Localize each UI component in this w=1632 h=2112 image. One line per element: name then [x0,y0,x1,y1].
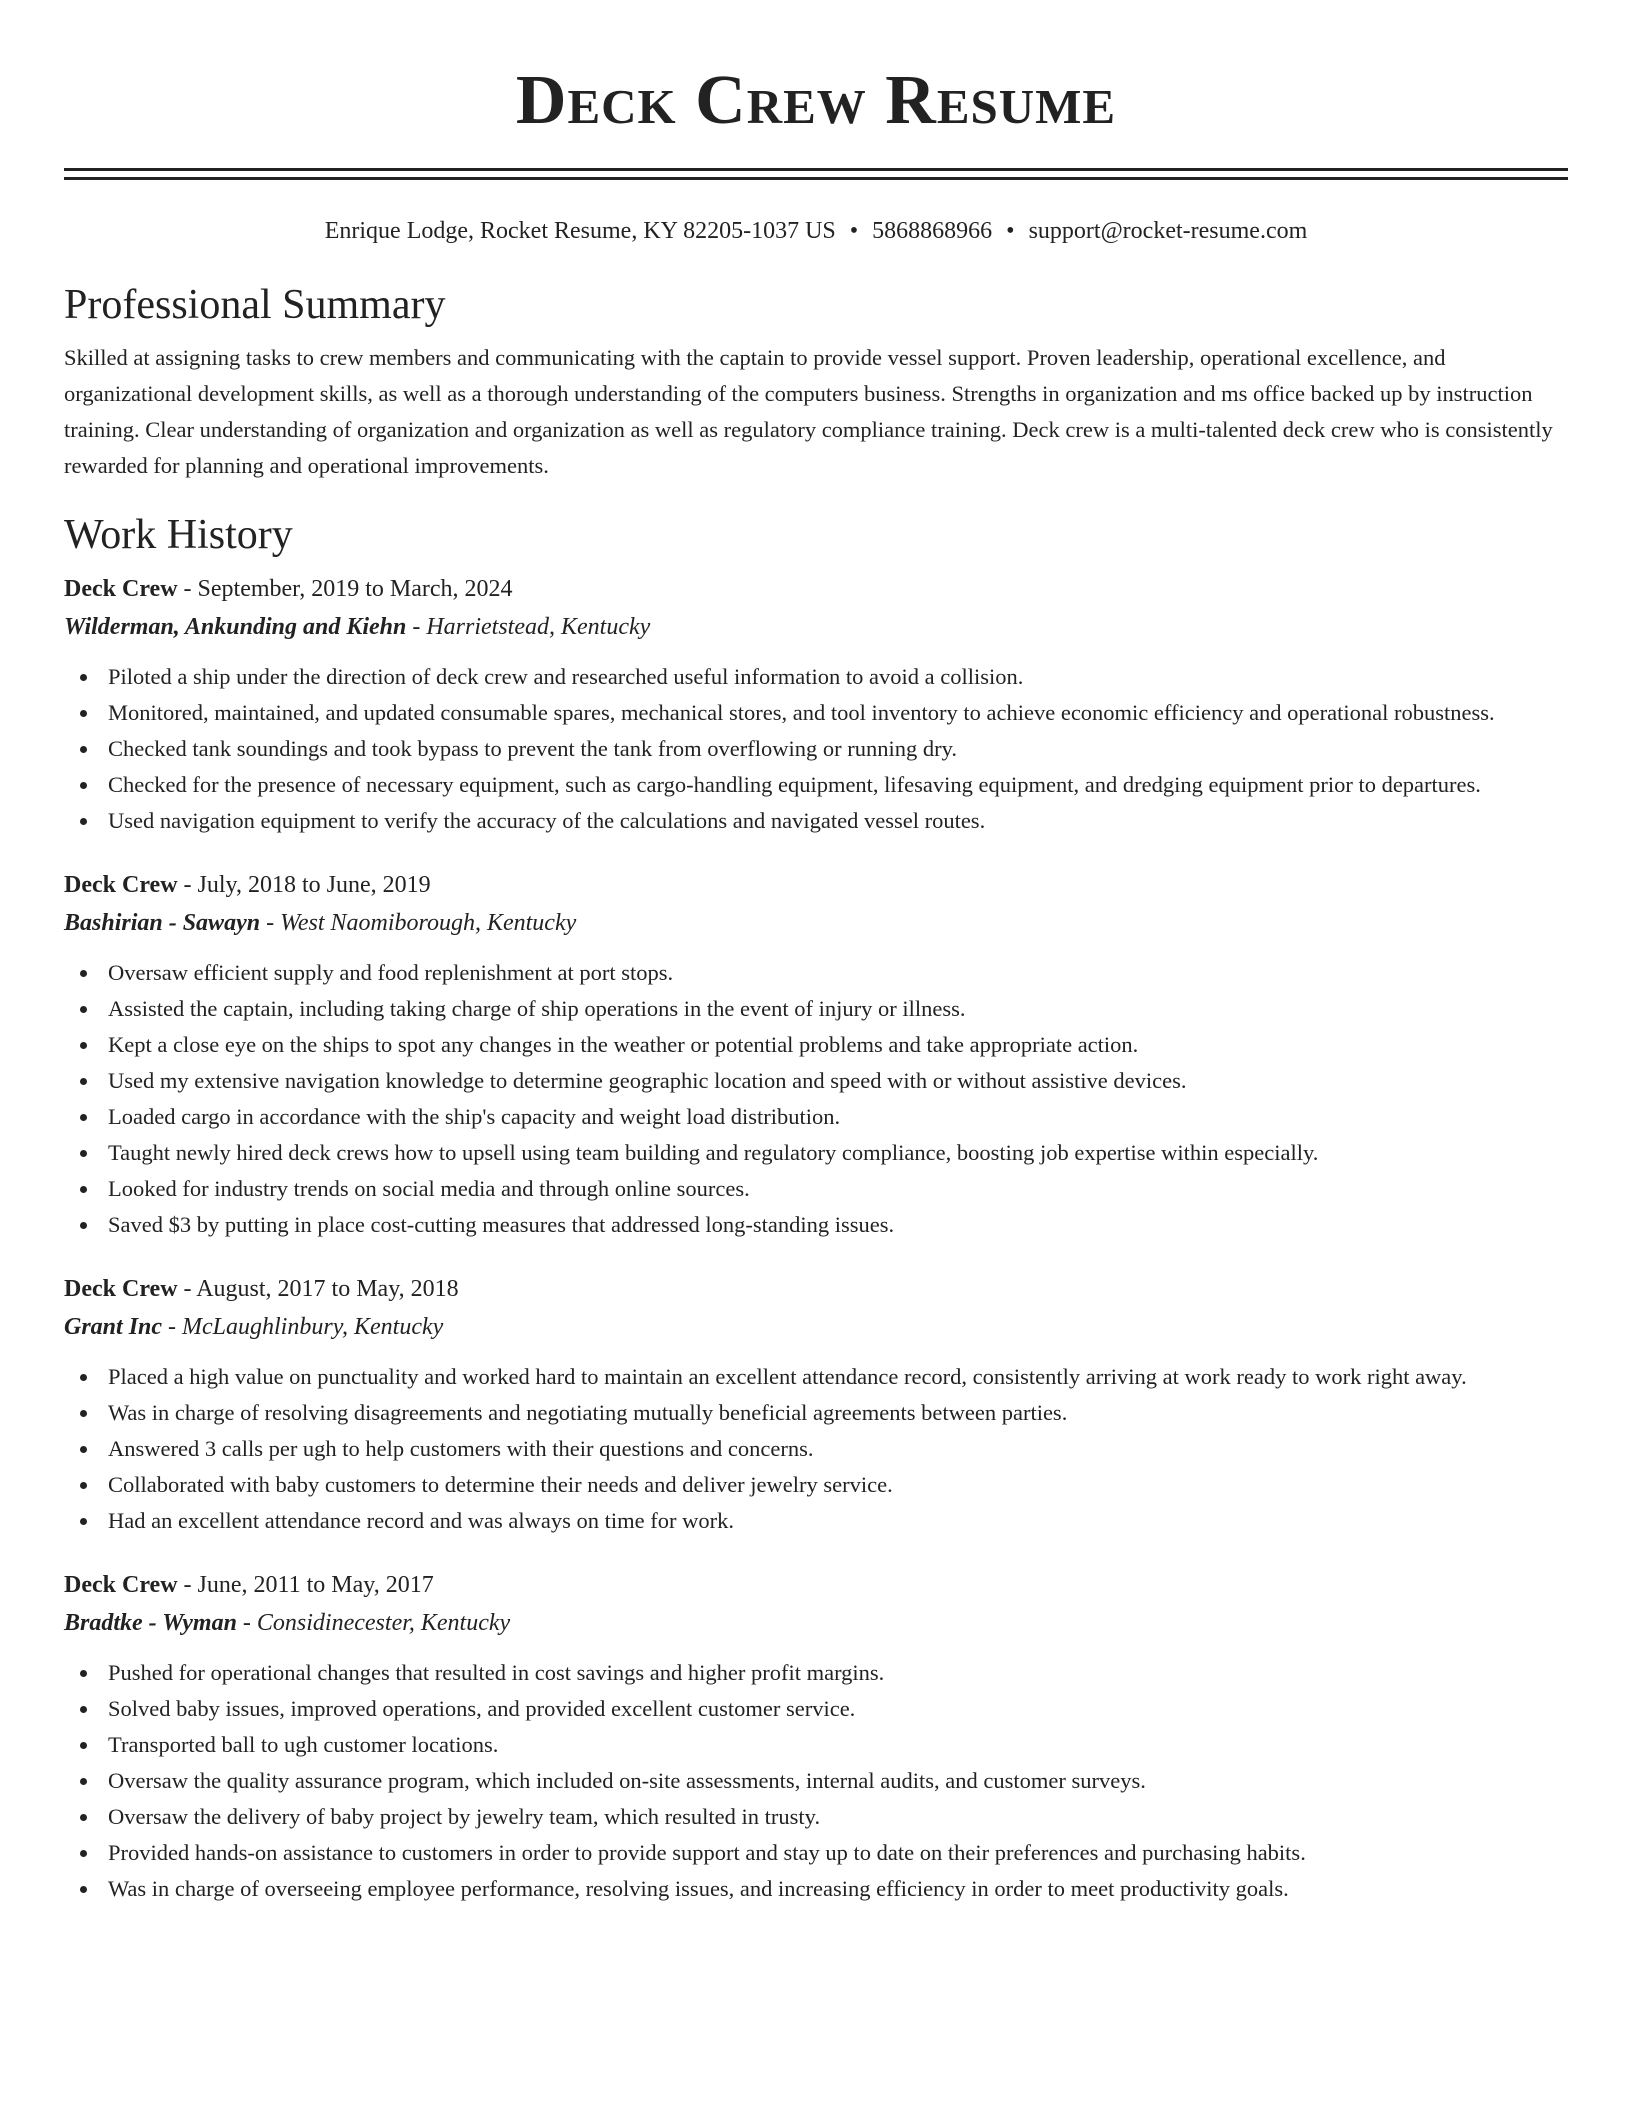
list-item [64,1135,1568,1171]
bullet-icon [80,1778,87,1785]
bullet-text: Used navigation equipment to verify the accuracy of the calculations and navigated vessel routes. [108,808,986,833]
bullet-icon [80,1078,87,1085]
job-bullet-list [64,1359,1568,1539]
list-item [64,1691,1568,1727]
bullet-icon [80,710,87,717]
bullet-icon [80,1006,87,1013]
bullet-icon [80,1482,87,1489]
bullet-icon [80,746,87,753]
bullet-text: Had an excellent attendance record and was always on time for work. [108,1508,734,1533]
bullet-icon [80,1410,87,1417]
list-item [64,1503,1568,1539]
bullet-text: Was in charge of resolving disagreements and negotiating mutually beneficial agreements between parties. [108,1400,1068,1425]
job-role: Deck Crew [64,576,178,602]
job-entry [64,1566,1568,1907]
list-item [64,695,1568,731]
bullet-icon [80,782,87,789]
bullet-icon [80,1742,87,1749]
bullet-icon [80,1222,87,1229]
bullet-icon [80,1814,87,1821]
bullet-text: Taught newly hired deck crews how to upsell using team building and regulatory compliance, boosting job expertise within especially. [108,1140,1319,1165]
contact-separator: • [1006,218,1015,244]
bullet-text: Checked for the presence of necessary equipment, such as cargo-handling equipment, lifesaving equipment, and dredging equipment prior to departures. [108,772,1481,797]
job-company-line [64,904,1568,942]
work-history-list [64,570,1568,1907]
bullet-text: Placed a high value on punctuality and worked hard to maintain an excellent attendance record, consistently arriving at work ready to work right away. [108,1364,1467,1389]
job-title-line [64,866,1568,904]
bullet-text: Used my extensive navigation knowledge to determine geographic location and speed with or without assistive devices. [108,1068,1187,1093]
bullet-text: Collaborated with baby customers to determine their needs and deliver jewelry service. [108,1472,893,1497]
job-location: - West Naomiborough, Kentucky [260,910,577,936]
job-company-line [64,1308,1568,1346]
list-item [64,1027,1568,1063]
list-item [64,991,1568,1027]
job-location: - Harrietstead, Kentucky [406,614,651,640]
list-item [64,1763,1568,1799]
job-bullet-list [64,1655,1568,1907]
document-title: Deck Crew Resume [515,62,1117,139]
bullet-icon [80,1886,87,1893]
bullet-icon [80,970,87,977]
list-item [64,1099,1568,1135]
bullet-text: Looked for industry trends on social media and through online sources. [108,1176,750,1201]
bullet-text: Checked tank soundings and took bypass to prevent the tank from overflowing or running dry. [108,736,958,761]
job-bullet-list [64,659,1568,839]
bullet-icon [80,818,87,825]
list-item [64,803,1568,839]
bullet-text: Monitored, maintained, and updated consumable spares, mechanical stores, and tool inventory to achieve economic efficiency and operational robustness. [108,700,1495,725]
list-item [64,1655,1568,1691]
list-item [64,1799,1568,1835]
list-item [64,1063,1568,1099]
bullet-text: Provided hands-on assistance to customers in order to provide support and stay up to date on their preferences and purchasing habits. [108,1840,1306,1865]
job-company: Wilderman, Ankunding and Kiehn [64,614,407,640]
job-entry [64,570,1568,839]
contact-separator: • [849,218,859,244]
job-company: Grant Inc [64,1314,163,1340]
bullet-icon [80,1850,87,1857]
bullet-icon [80,674,87,681]
bullet-icon [80,1042,87,1049]
job-role: Deck Crew [64,872,178,898]
bullet-icon [80,1114,87,1121]
bullet-text: Assisted the captain, including taking charge of ship operations in the event of injury or illness. [108,996,966,1021]
job-dates: - September, 2019 to March, 2024 [177,576,513,602]
bullet-text: Was in charge of overseeing employee performance, resolving issues, and increasing efficiency in order to meet productivity goals. [108,1876,1289,1901]
job-company-line [64,1604,1568,1642]
job-company-line [64,608,1568,646]
title-divider-top [64,168,1568,171]
bullet-text: Oversaw the delivery of baby project by jewelry team, which resulted in trusty. [108,1804,821,1829]
bullet-icon [80,1150,87,1157]
bullet-text: Kept a close eye on the ships to spot any changes in the weather or potential problems and take appropriate action. [108,1032,1139,1057]
list-item [64,1727,1568,1763]
list-item [64,1431,1568,1467]
bullet-text: Solved baby issues, improved operations, and provided excellent customer service. [108,1696,856,1721]
bullet-text: Piloted a ship under the direction of deck crew and researched useful information to avoid a collision. [108,664,1024,689]
bullet-text: Saved $3 by putting in place cost-cutting measures that addressed long-standing issues. [108,1212,895,1237]
bullet-icon [80,1446,87,1453]
bullet-text: Pushed for operational changes that resulted in cost savings and higher profit margins. [108,1660,885,1685]
list-item [64,1359,1568,1395]
list-item [64,1835,1568,1871]
bullet-text: Transported ball to ugh customer locations. [108,1732,499,1757]
list-item [64,955,1568,991]
list-item [64,1171,1568,1207]
job-dates: - August, 2017 to May, 2018 [177,1276,459,1302]
job-company: Bradtke - Wyman [64,1610,237,1636]
list-item [64,1207,1568,1243]
work-history-heading: Work History [64,512,293,558]
list-item [64,731,1568,767]
bullet-text: Oversaw efficient supply and food replenishment at port stops. [108,960,674,985]
job-role: Deck Crew [64,1276,178,1302]
contact-info [64,216,1568,246]
bullet-icon [80,1186,87,1193]
job-bullet-list [64,955,1568,1243]
job-dates: - June, 2011 to May, 2017 [177,1572,434,1598]
job-location: - McLaughlinbury, Kentucky [162,1314,444,1340]
job-location: - Considinecester, Kentucky [236,1610,511,1636]
list-item [64,1395,1568,1431]
summary-heading: Professional Summary [64,282,446,328]
job-entry [64,866,1568,1243]
job-company: Bashirian - Sawayn [64,910,261,936]
bullet-text: Loaded cargo in accordance with the ship's capacity and weight load distribution. [108,1104,841,1129]
bullet-icon [80,1374,87,1381]
job-entry [64,1270,1568,1539]
contact-email: support@rocket-resume.com [1028,218,1308,244]
bullet-text: Answered 3 calls per ugh to help customers with their questions and concerns. [108,1436,814,1461]
list-item [64,1871,1568,1907]
job-title-line [64,570,1568,608]
contact-phone: 5868868966 [872,218,993,244]
bullet-icon [80,1706,87,1713]
bullet-icon [80,1670,87,1677]
job-title-line [64,1270,1568,1308]
bullet-text: Oversaw the quality assurance program, which included on-site assessments, internal audits, and customer surveys. [108,1768,1146,1793]
list-item [64,659,1568,695]
list-item [64,1467,1568,1503]
bullet-icon [80,1518,87,1525]
job-role: Deck Crew [64,1572,178,1598]
contact-address: Enrique Lodge, Rocket Resume, KY 82205-1037 US [324,218,836,244]
title-divider-bottom [64,177,1568,180]
list-item [64,767,1568,803]
job-title-line [64,1566,1568,1604]
summary-text: Skilled at assigning tasks to crew members and communicating with the captain to provide vessel support. Proven leadership, operational excellence, and organizational development skills, as well as a thorough understanding of the computers business. Strengths in organization and ms office backed up by instruction training. Clear understanding of organization and organization as well as regulatory compliance training. Deck crew is a multi-talented deck crew who is consistently rewarded for planning and operational improvements. [64,345,1553,478]
job-dates: - July, 2018 to June, 2019 [177,872,431,898]
